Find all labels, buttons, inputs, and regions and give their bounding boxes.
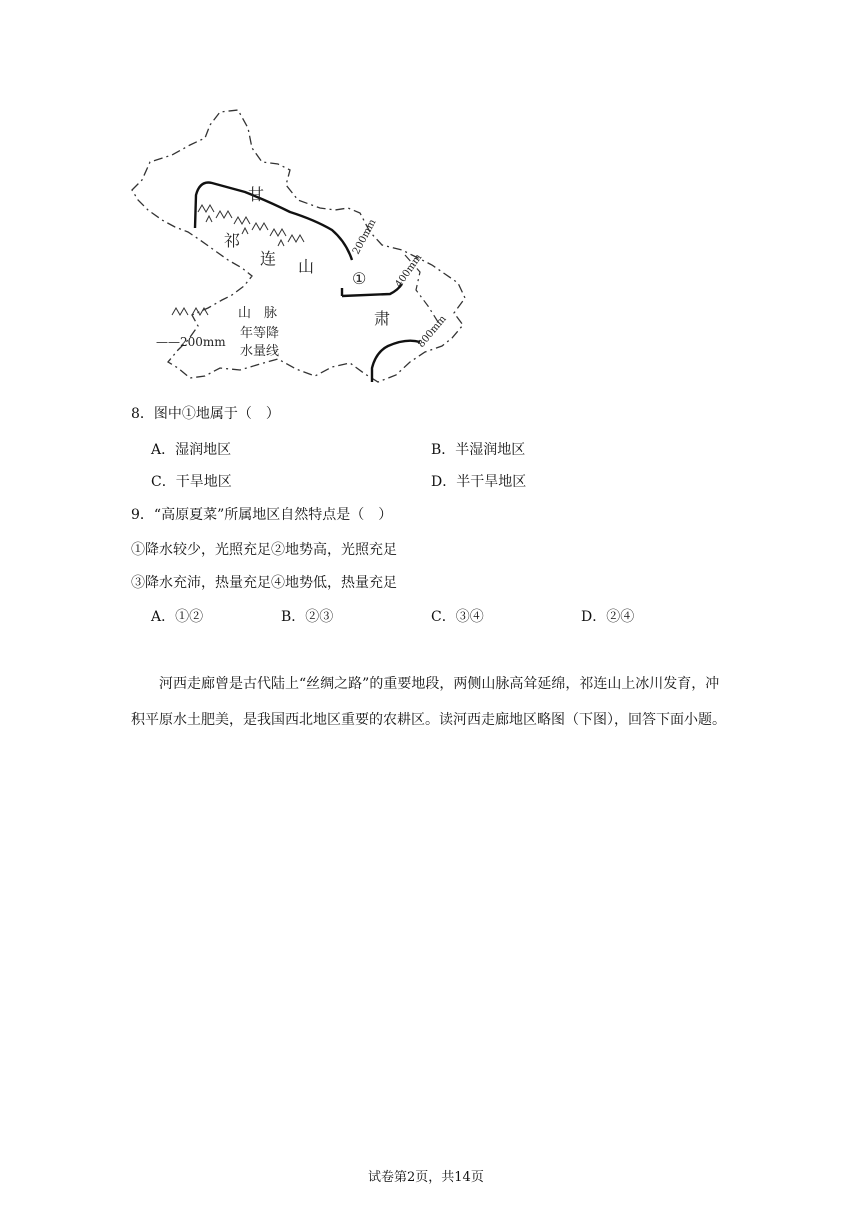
legend-line-label-1: 年等降 — [240, 326, 280, 341]
question-8-stem: 8．图中①地属于（ ） — [131, 406, 280, 422]
question-9-statement-1: ①降水较少，光照充足②地势高，光照充足 — [131, 542, 397, 558]
label-gan: 甘 — [248, 185, 265, 204]
question-9-option-a: A．①② — [151, 609, 204, 625]
legend-line-label-2: 水量线 — [240, 344, 280, 359]
isohyet-800mm — [372, 341, 420, 382]
question-9-option-d: D．②④ — [581, 609, 635, 625]
question-9-option-b: B．②③ — [281, 609, 334, 625]
label-iso800: 800mm — [415, 313, 449, 350]
label-shan: 山 — [298, 257, 315, 276]
question-9-statement-2: ③降水充沛，热量充足④地势低，热量充足 — [131, 575, 397, 591]
question-9-stem: 9．“高原夏菜”所属地区自然特点是（ ） — [131, 507, 393, 523]
label-iso400: 400mm — [393, 252, 425, 290]
question-8-option-d: D．半干旱地区 — [431, 474, 527, 490]
question-9-option-c: C．③④ — [431, 609, 484, 625]
passage-text: 河西走廊曾是古代陆上“丝绸之路”的重要地段，两侧山脉高耸延绵，祁连山上冰川发育，冲积平原水土肥美，是我国西北地区重要的农耕区。读河西走廊地区略图（下图），回答下面小题。 — [131, 676, 726, 728]
gansu-map — [120, 100, 480, 395]
isohyet-400mm — [342, 284, 402, 296]
label-iso200: 200mm — [350, 217, 379, 257]
label-qi: 祁 — [224, 231, 241, 250]
label-area-1: ① — [352, 269, 367, 288]
label-lian: 连 — [260, 249, 277, 268]
legend-line-value: ——200mm — [156, 335, 226, 349]
map-legend — [156, 306, 279, 359]
legend-mountain-label: 山 脉 — [238, 306, 278, 321]
page-footer: 试卷第2页，共14页 — [368, 1170, 484, 1185]
label-su: 肃 — [374, 309, 391, 328]
question-8-option-c: C．干旱地区 — [151, 474, 232, 490]
legend-mountain-icon — [172, 308, 208, 315]
question-8-option-b: B．半湿润地区 — [431, 442, 526, 458]
question-8-option-a: A．湿润地区 — [151, 442, 232, 458]
